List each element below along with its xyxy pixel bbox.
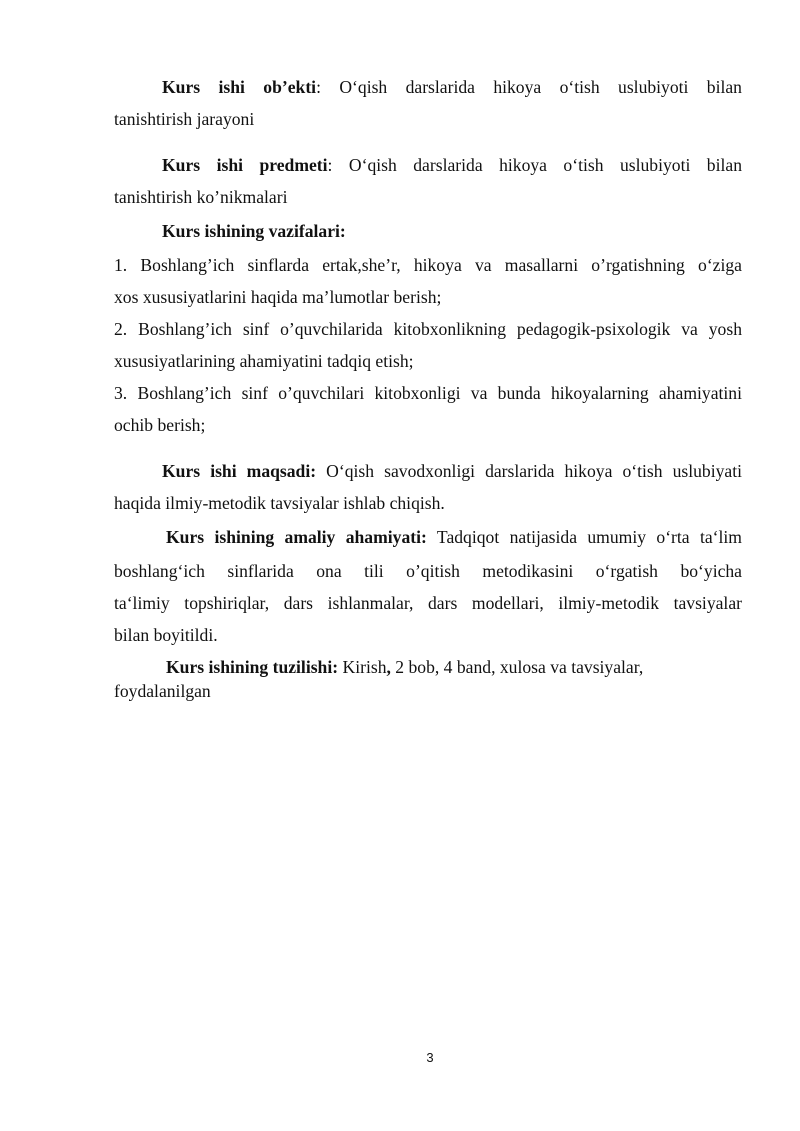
goal-line-2: haqida ilmiy-metodik tavsiyalar ishlab chiqish. xyxy=(114,493,445,513)
structure-comma: , xyxy=(386,657,391,677)
object-text: O‘qish darslarida hikoya o‘tish uslubiyoti bilan xyxy=(339,77,742,97)
structure-label: Kurs ishining tuzilishi: xyxy=(166,657,339,677)
tasks-heading-text: Kurs ishining vazifalari: xyxy=(162,221,346,241)
goal-text: O‘qish savodxonligi darslarida hikoya o‘tish uslubiyati xyxy=(326,461,742,481)
practical-label: Kurs ishining amaliy ahamiyati: xyxy=(166,527,427,547)
task-1-line-1: 1. Boshlang’ich sinflarda ertak,she’r, hikoya va masallarni o’rgatishning o‘ziga xyxy=(114,255,742,275)
structure-text-a: Kirish xyxy=(342,657,387,677)
object-colon: : xyxy=(316,77,321,97)
practical-line-4: bilan boyitildi. xyxy=(114,625,218,645)
task-2-line-1: 2. Boshlang’ich sinf o’quvchilarida kitobxonlikning pedagogik-psixologik va yosh xyxy=(114,319,742,339)
structure-text-b: 2 bob, 4 band, xulosa va tavsiyalar, xyxy=(395,657,644,677)
subject-colon: : xyxy=(327,155,333,175)
tasks-heading xyxy=(162,220,346,242)
task-3-line-2: ochib berish; xyxy=(114,415,206,435)
subject-text: O‘qish darslarida hikoya o‘tish uslubiyoti bilan xyxy=(348,155,742,175)
object-line-1 xyxy=(162,76,742,98)
practical-line-1 xyxy=(166,526,742,548)
page-number: 3 xyxy=(426,1050,434,1065)
practical-line-3: ta‘limiy topshiriqlar, dars ishlanmalar, dars modellari, ilmiy-metodik tavsiyalar xyxy=(114,593,742,613)
goal-label: Kurs ishi maqsadi: xyxy=(162,461,317,481)
practical-text: Tadqiqot natijasida umumiy o‘rta ta‘lim xyxy=(436,527,742,547)
subject-line-1 xyxy=(162,154,742,176)
object-label: Kurs ishi ob’ekti xyxy=(162,77,317,97)
structure-line-2: foydalanilgan xyxy=(114,681,211,701)
structure-line-1 xyxy=(166,656,643,678)
goal-line-1 xyxy=(162,460,742,482)
object-line-2: tanishtirish jarayoni xyxy=(114,109,255,129)
task-2-line-2: xususiyatlarining ahamiyatini tadqiq etish; xyxy=(114,351,414,371)
subject-label: Kurs ishi predmeti xyxy=(162,155,328,175)
task-1-line-2: xos xususiyatlarini haqida ma’lumotlar berish; xyxy=(114,287,442,307)
task-3-line-1: 3. Boshlang’ich sinf o’quvchilari kitobxonligi va bunda hikoyalarning ahamiyatini xyxy=(114,383,742,403)
practical-line-2: boshlang‘ich sinflarida ona tili o’qitish metodikasini o‘rgatish bo‘yicha xyxy=(114,561,742,581)
subject-line-2: tanishtirish ko’nikmalari xyxy=(114,187,288,207)
